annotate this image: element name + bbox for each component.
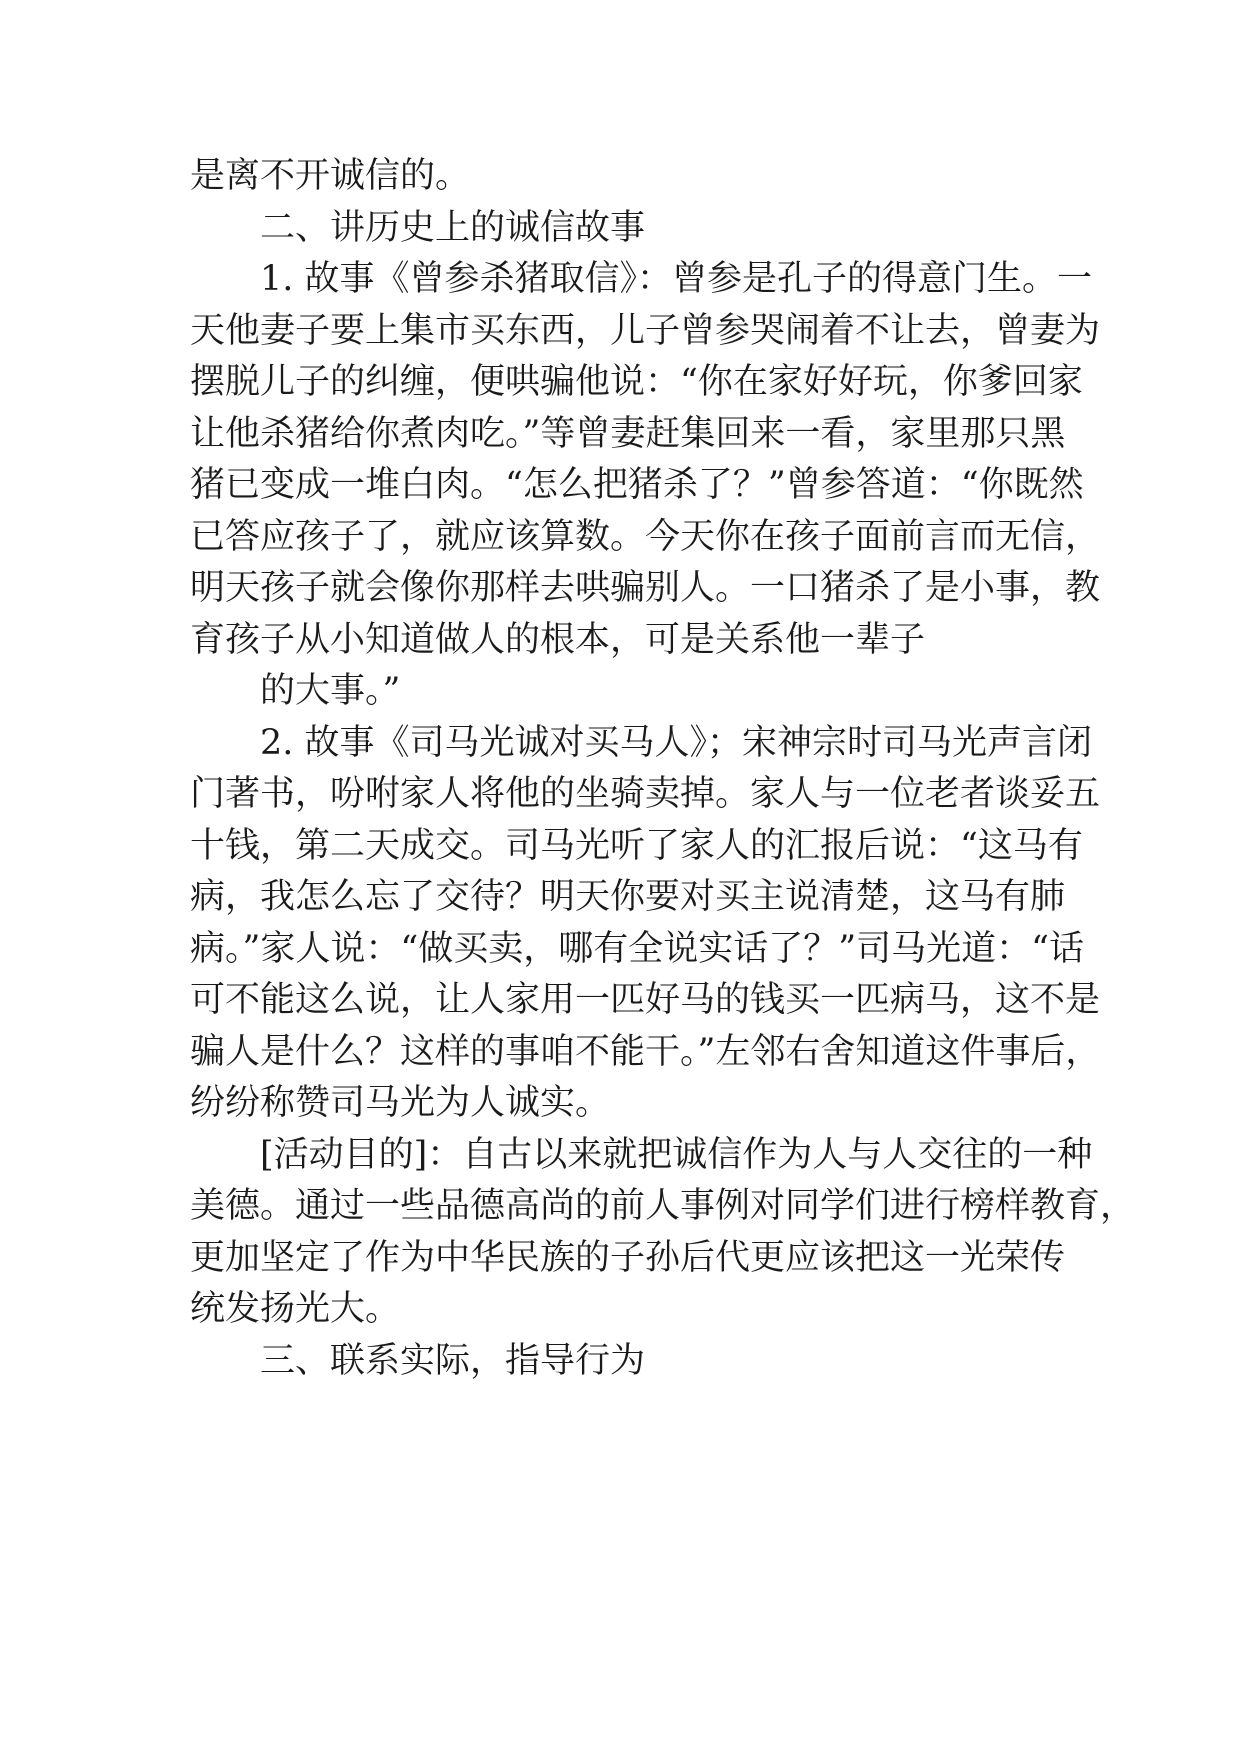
paragraph-line: 纷纷称赞司马光为人诚实。 — [190, 1083, 611, 1123]
paragraph-line: 让他杀猪给你煮肉吃。”等曾妻赶集回来一看，家里那只黑 — [190, 414, 1066, 454]
paragraph-line: 已答应孩子了，就应该算数。今天你在孩子面前言而无信， — [190, 517, 1101, 557]
paragraph-line: 育孩子从小知道做人的根本，可是关系他一辈子 — [190, 620, 926, 660]
paragraph-line: 门著书，吩咐家人将他的坐骑卖掉。家人与一位老者谈妥五 — [190, 774, 1101, 814]
paragraph-line: [活动目的]：自古以来就把诚信作为人与人交往的一种 — [260, 1135, 1093, 1175]
paragraph-line: 天他妻子要上集市买东西，儿子曾参哭闹着不让去，曾妻为 — [190, 311, 1101, 351]
paragraph-line: 统发扬光大。 — [190, 1289, 401, 1329]
paragraph-line: 更加坚定了作为中华民族的子孙后代更应该把这一光荣传 — [190, 1238, 1066, 1278]
paragraph-line: 骗人是什么？这样的事咱不能干。”左邻右舍知道这件事后， — [190, 1032, 1101, 1072]
paragraph-line: 十钱，第二天成交。司马光听了家人的汇报后说：“这马有 — [190, 826, 1083, 866]
paragraph-line: 二、讲历史上的诚信故事 — [260, 208, 646, 248]
paragraph-line: 2. 故事《司马光诚对买马人》；宋神宗时司马光声言闭 — [260, 723, 1093, 763]
paragraph-line: 美德。通过一些品德高尚的前人事例对同学们进行榜样教育， — [190, 1186, 1136, 1226]
paragraph-line: 1. 故事《曾参杀猪取信》：曾参是孔子的得意门生。一 — [260, 259, 1093, 299]
paragraph-line: 的大事。” — [260, 671, 401, 711]
paragraph-line: 是离不开诚信的。 — [190, 156, 471, 196]
paragraph-line: 三、联系实际，指导行为 — [260, 1341, 646, 1381]
paragraph-line: 摆脱儿子的纠缠，便哄骗他说：“你在家好好玩，你爹回家 — [190, 362, 1083, 402]
paragraph-line: 明天孩子就会像你那样去哄骗别人。一口猪杀了是小事，教 — [190, 568, 1101, 608]
paragraph-line: 病，我怎么忘了交待？明天你要对买主说清楚，这马有肺 — [190, 877, 1066, 917]
paragraph-line: 猪已变成一堆白肉。“怎么把猪杀了？”曾参答道：“你既然 — [190, 465, 1084, 505]
paragraph-line: 病。”家人说：“做买卖，哪有全说实话了？”司马光道：“话 — [190, 929, 1085, 969]
paragraph-line: 可不能这么说，让人家用一匹好马的钱买一匹病马，这不是 — [190, 980, 1101, 1020]
